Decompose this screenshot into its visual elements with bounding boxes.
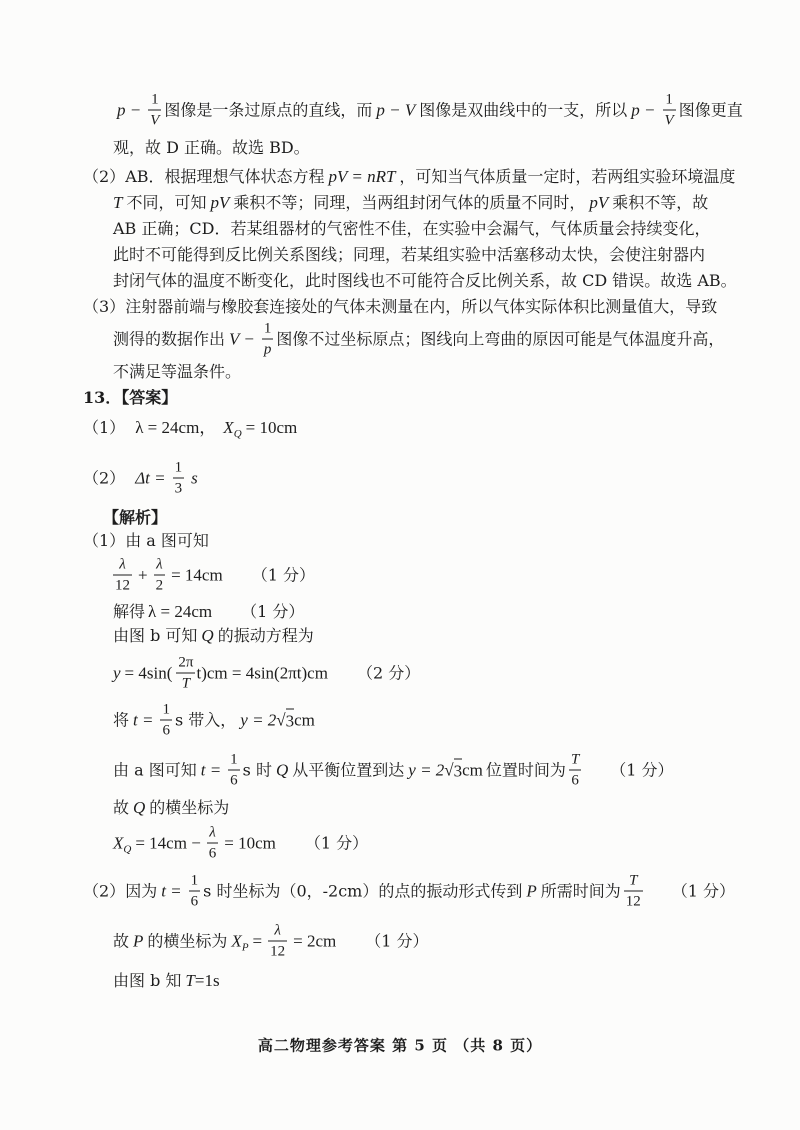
q12-part3-line-2: [113, 321, 724, 358]
math-x: X: [223, 418, 234, 437]
q13-answer-2: [83, 460, 202, 497]
fraction-lambda-over-2: [154, 557, 166, 594]
text-segment: 图像是双曲线中的一支，所以: [419, 100, 628, 119]
fraction-1-over-v: [148, 92, 161, 129]
fraction-numerator: T: [570, 751, 580, 768]
fraction-t-over-6: [569, 752, 581, 789]
text-segment: 不同，可知: [126, 193, 207, 212]
score-mark: （1 分）: [610, 760, 674, 779]
fraction-t-over-12: [624, 873, 643, 910]
text-segment: 图像是一条过原点的直线，而: [164, 100, 373, 119]
fraction-denominator: 12: [624, 891, 643, 910]
math-plus: +: [138, 565, 148, 584]
math-pv: pV: [210, 193, 230, 212]
item-label: （2）: [83, 167, 126, 186]
item-label: （1）: [83, 418, 126, 437]
q13-solution-1-line-6: [113, 797, 229, 819]
radicand: 3: [454, 758, 463, 782]
math-t: T: [113, 193, 123, 212]
math-t-equals: t =: [161, 881, 182, 900]
math-equals: =: [252, 931, 263, 950]
math-expression: t)cm = 4sin(2πt)cm: [196, 663, 328, 682]
text-segment: 由图 b 知: [113, 971, 182, 990]
q13-solution-1-eq-3: [113, 655, 420, 692]
q13-solution-1-eq-1: [113, 557, 315, 594]
fraction-denominator: 6: [207, 843, 219, 862]
q13-solution-1-eq-2: [113, 601, 304, 623]
q13-solution-1-line-3: [113, 625, 314, 647]
q13-answer-1: [83, 417, 300, 439]
subscript-q: Q: [123, 843, 132, 855]
fraction-numerator: 2π: [178, 654, 194, 671]
text-segment: 乘积不等；同理，当两组封闭气体的质量不同时，: [233, 193, 586, 212]
fraction-1-over-6: [160, 702, 172, 739]
subscript-p: P: [241, 941, 249, 953]
q13-solution-1-eq-5: [113, 752, 674, 789]
text-segment: 的横坐标为: [149, 798, 230, 817]
text-segment: 从平衡位置到达: [292, 760, 405, 779]
math-unit: s: [191, 468, 198, 487]
fraction-lambda-over-6: [207, 825, 219, 862]
fraction-1-over-v: [663, 92, 676, 129]
fraction-1-over-p: [262, 321, 274, 358]
math-p-minus: p −: [631, 100, 656, 119]
text-segment: 图像更直: [678, 100, 743, 119]
text-segment: AB．根据理想气体状态方程: [125, 167, 325, 186]
text-segment: AB 正确；CD．若某组器材的气密性不佳，在实验中会漏气，气体质量会持续变化，: [113, 219, 711, 238]
heading-text: 【解析】: [103, 508, 168, 527]
fraction-numerator: λ: [119, 556, 126, 573]
q13-solution-1-intro: [83, 530, 209, 552]
math-expression: = 4sin(: [124, 663, 173, 682]
q13-solution-2-line-2: [113, 923, 429, 960]
math-q: Q: [275, 760, 289, 779]
fraction-numerator: 1: [162, 701, 170, 718]
math-wavelength: λ = 24cm，: [135, 418, 217, 437]
fraction-denominator: 6: [228, 770, 240, 789]
fraction-denominator: 12: [268, 941, 287, 960]
subscript-q: Q: [233, 428, 242, 440]
fraction-numerator: λ: [156, 556, 163, 573]
text-segment: 的振动方程为: [217, 626, 314, 645]
text-segment: 将: [113, 710, 130, 729]
fraction-denominator: 6: [569, 770, 581, 789]
q13-solution-1-eq-4: [113, 702, 318, 739]
math-t-equals: t =: [133, 710, 154, 729]
q13-answer-heading: [83, 387, 177, 409]
score-mark: （1 分）: [671, 881, 736, 900]
text-segment: 由 a 图可知: [113, 760, 197, 779]
fraction-numerator: T: [629, 872, 638, 889]
math-value: = 10cm: [224, 833, 276, 852]
math-value: = 2cm: [293, 931, 337, 950]
math-period-t: T: [185, 971, 195, 990]
q12-part2-line-2: [113, 192, 708, 214]
q13-analysis-heading: [103, 507, 167, 529]
text-segment: 由图 b 可知: [113, 626, 198, 645]
math-p: P: [133, 931, 144, 950]
math-x-q: [113, 832, 131, 854]
math-value: = 14cm: [171, 565, 223, 584]
q12-part2-line-4: [113, 244, 705, 266]
item-label: （2）: [83, 881, 126, 900]
text-segment: 此时不可能得到反比例关系图线；同理，若某组实验中活塞移动太快，会使注射器内: [113, 245, 706, 264]
fraction-numerator: 1: [190, 872, 199, 889]
math-p-minus-v: p − V: [376, 100, 416, 119]
math-wavelength: λ = 24cm: [148, 602, 213, 621]
text-segment: 测得的数据作出: [113, 329, 226, 348]
math-q: Q: [133, 798, 146, 817]
fraction-denominator: 12: [113, 575, 132, 594]
text-segment: 故: [113, 931, 130, 950]
math-value: = 10cm: [245, 418, 298, 437]
text-segment: 不满足等温条件。: [113, 362, 242, 381]
math-x-q: [223, 417, 241, 439]
text-segment: 位置时间为: [485, 760, 566, 779]
text-segment: 由 a 图可知: [125, 531, 209, 550]
text-segment: 所需时间为: [540, 881, 621, 900]
fraction-denominator: 6: [160, 720, 172, 739]
page-footer: 高二物理参考答案 第 5 页 （共 8 页）: [257, 1036, 543, 1055]
fraction-denominator: V: [663, 110, 676, 129]
fraction-numerator: 1: [151, 91, 159, 108]
fraction-denominator: 6: [189, 891, 201, 910]
text-segment: 因为: [125, 881, 158, 900]
text-segment: 注射器前端与橡胶套连接处的气体未测量在内，所以气体实际体积比测量值大，导致: [125, 297, 718, 316]
text-segment: 观，故 D 正确。故选 BD。: [113, 138, 310, 157]
math-t-equals: t =: [200, 760, 222, 779]
item-label: （3）: [83, 297, 126, 316]
item-label: （1）: [83, 531, 126, 550]
math-y: y: [113, 663, 121, 682]
fraction-1-over-6: [189, 873, 201, 910]
math-v-minus: V −: [229, 329, 255, 348]
fraction-numerator: λ: [209, 824, 216, 841]
q13-solution-2-line-1: [83, 873, 735, 910]
score-mark: （2 分）: [356, 663, 421, 682]
text-segment: 图像不过坐标原点；图线向上弯曲的原因可能是气体温度升高，: [276, 329, 725, 348]
fraction-denominator: p: [262, 339, 274, 358]
q12-part2-line-5: [113, 270, 737, 292]
text-segment: 解得: [113, 602, 146, 621]
text-segment: s 时: [242, 760, 272, 779]
math-value: =1s: [194, 971, 220, 990]
q13-solution-2-line-3: [113, 970, 223, 992]
fraction-2pi-over-t: [176, 655, 195, 692]
fraction-1-over-6: [228, 752, 240, 789]
fraction-numerator: 1: [230, 751, 238, 768]
text-segment: 故: [113, 798, 130, 817]
q12-part2-line-3: [113, 218, 710, 240]
q12-part1-line-1: [113, 92, 743, 129]
math-ideal-gas-law: pV = nRT: [328, 167, 396, 186]
q13-solution-1-eq-6: [113, 825, 368, 862]
math-y-sqrt: y = 2√: [408, 760, 454, 779]
text-segment: s 时坐标为（0，-2cm）的点的振动形式传到: [203, 881, 523, 900]
text-segment: s 带入，: [174, 710, 237, 729]
q12-part2-line-1: [83, 166, 735, 188]
fraction-lambda-over-12: [113, 557, 132, 594]
q12-part3-line-3: [113, 361, 241, 383]
math-x-p: [231, 930, 248, 952]
text-segment: ，可知当气体质量一定时，若两组实验环境温度: [399, 167, 736, 186]
math-x: X: [113, 833, 124, 852]
heading-text: 13．【答案】: [83, 388, 178, 407]
score-mark: （1 分）: [304, 833, 369, 852]
q12-part1-line-2: [113, 137, 310, 159]
fraction-numerator: 1: [263, 320, 272, 337]
math-pv: pV: [589, 193, 609, 212]
fraction-denominator: V: [148, 110, 161, 129]
fraction-denominator: 3: [173, 478, 185, 497]
text-segment: 乘积不等，故: [612, 193, 709, 212]
math-p: P: [526, 881, 537, 900]
math-delta-t: Δt =: [135, 468, 166, 487]
math-x: X: [231, 931, 242, 950]
fraction-denominator: T: [176, 673, 195, 692]
fraction-numerator: λ: [274, 922, 281, 939]
fraction-denominator: 2: [154, 575, 166, 594]
math-p-minus: p −: [117, 100, 142, 119]
score-mark: （1 分）: [365, 931, 429, 950]
fraction-lambda-over-12: [268, 923, 287, 960]
fraction-numerator: 1: [174, 459, 183, 476]
score-mark: （1 分）: [241, 602, 305, 621]
radicand: 3: [286, 708, 295, 732]
math-y-sqrt: y = 2√: [240, 710, 286, 729]
fraction-1-over-3: [173, 460, 185, 497]
math-expression: = 14cm −: [135, 833, 201, 852]
math-q: Q: [201, 626, 214, 645]
text-segment: 的横坐标为: [147, 931, 228, 950]
q12-part3-line-1: [83, 296, 717, 318]
score-mark: （1 分）: [251, 565, 315, 584]
item-label: （2）: [83, 468, 126, 487]
math-unit: cm: [462, 760, 483, 779]
math-unit: cm: [294, 710, 315, 729]
text-segment: 封闭气体的温度不断变化，此时图线也不可能符合反比例关系，故 CD 错误。故选 AB。: [113, 271, 737, 290]
fraction-numerator: 1: [665, 91, 673, 108]
